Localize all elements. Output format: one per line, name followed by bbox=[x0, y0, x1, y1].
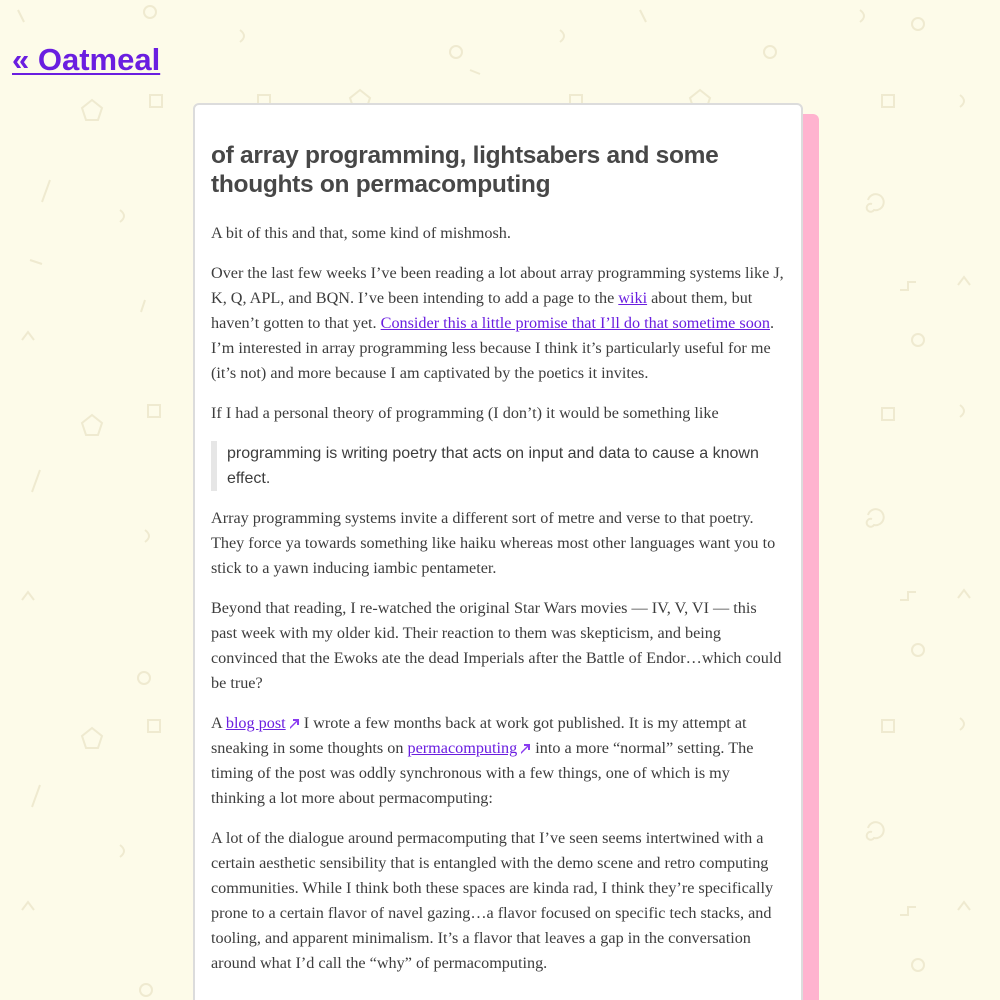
permacomputing-link-label: permacomputing bbox=[407, 739, 518, 757]
wiki-link[interactable]: wiki bbox=[618, 289, 648, 307]
external-link-icon bbox=[519, 742, 531, 754]
post-content bbox=[195, 105, 801, 976]
paragraph-text: into a more “normal” setting. The timing of the post was oddly synchronous with a few things, one of which is my thinking a lot more about permacomputing: bbox=[211, 739, 754, 807]
post-card bbox=[193, 103, 803, 1000]
external-link-icon bbox=[288, 717, 300, 729]
permacomputing-link[interactable] bbox=[408, 739, 532, 757]
post-title: of array programming, lightsabers and some thoughts on permacomputing bbox=[211, 142, 719, 198]
blog-post-link[interactable] bbox=[226, 714, 300, 732]
paragraph-metre: Array programming systems invite a different sort of metre and verse to that poetry. They force ya towards something like haiku whereas most other languages want you to stick to a yawn inducing iambic pentameter. bbox=[211, 509, 776, 577]
blockquote: programming is writing poetry that acts on input and data to cause a known effect. bbox=[211, 441, 785, 491]
paragraph-text: A bbox=[211, 714, 226, 732]
paragraph-star-wars: Beyond that reading, I re-watched the original Star Wars movies — IV, V, VI — this past week with my older kid. Their reaction to them was skepticism, and being convinced that the Ewoks ate the dead Imperials after the Battle of Endor…which could be true? bbox=[211, 599, 782, 692]
paragraph-array-programming bbox=[211, 261, 785, 386]
blog-post-link-label: blog post bbox=[225, 714, 286, 732]
paragraph-theory: If I had a personal theory of programming (I don’t) it would be something like bbox=[211, 404, 719, 422]
post-intro: A bit of this and that, some kind of mishmosh. bbox=[211, 224, 511, 242]
paragraph-blog-post bbox=[211, 711, 785, 811]
paragraph-text: . I’m interested in array programming less because I think it’s particularly useful for me (it’s not) and more because I am captivated by the poetics it invites. bbox=[211, 314, 775, 382]
promise-link[interactable]: Consider this a little promise that I’ll do that sometime soon bbox=[380, 314, 770, 332]
paragraph-text: Over the last few weeks I’ve been reading a lot about array programming systems like J, K, Q, APL, and BQN. I’ve been intending to add a page to the bbox=[211, 264, 784, 307]
paragraph-text: I wrote a few months back at work got published. It is my attempt at sneaking in some thoughts on bbox=[211, 714, 747, 757]
paragraph-text: about them, but haven’t gotten to that yet. bbox=[211, 289, 753, 332]
paragraph-permacomputing: A lot of the dialogue around permacomputing that I’ve seen seems intertwined with a certain aesthetic sensibility that is entangled with the demo scene and retro computing communities. While I think both these spaces are kinda rad, I think they’re specifically prone to a certain flavor of navel gazing…a flavor focused on specific tech stacks, and tooling, and apparent minimalism. It’s a flavor that leaves a gap in the conversation around what I’d call the “why” of permacomputing. bbox=[211, 829, 774, 972]
back-link-oatmeal[interactable]: « Oatmeal bbox=[12, 42, 161, 77]
